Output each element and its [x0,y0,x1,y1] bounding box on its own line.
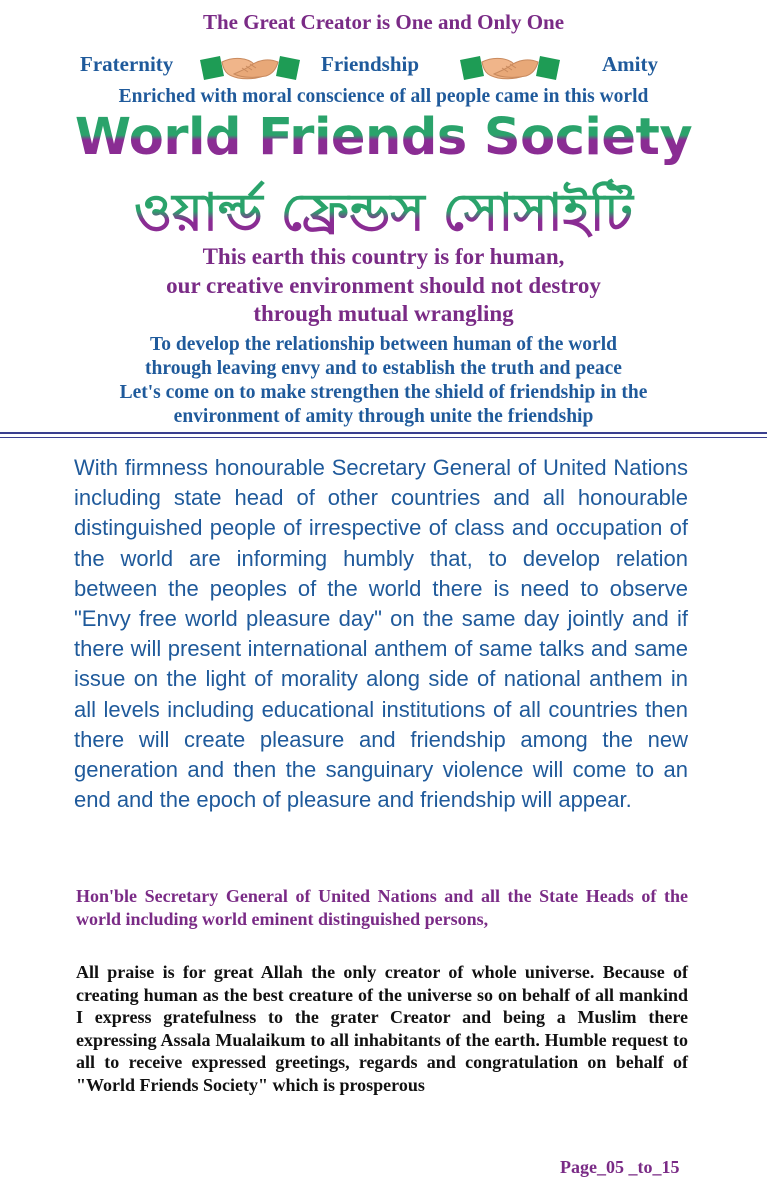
value-amity: Amity [602,52,658,76]
earth-line: This earth this country is for human, [202,244,565,269]
handshake-icon [198,50,302,84]
salutation: Hon'ble Secretary General of United Nations and all the State Heads of the world including world eminent distinguished persons, [76,886,688,929]
brand-title-english: World Friends Society [0,108,767,167]
develop-line: through leaving envy and to establish the truth and peace [145,358,622,379]
earth-statement [0,243,767,329]
develop-line: Let's come on to make strengthen the shield of friendship in the [119,382,648,403]
earth-line: our creative environment should not destroy [166,272,601,298]
main-paragraph: With firmness honourable Secretary General of United Nations including state head of other countries and all honourable distinguished people of irrespective of class and occupation of the world are informing humbly that, to develop relation between the peoples of the world there is need to observe "Envy free world pleasure day" on the same day jointly and if there will present international anthem of same talks and same issue on the light of morality along side of national anthem in all levels including educational institutions of all countries then there will create pleasure and friendship among the new generation and then the sanguinary violence will come to an end and the epoch of pleasure and friendship will appear. [74,455,688,813]
value-friendship: Friendship [321,52,420,76]
page-number: Page_05 _to_15 [560,1157,680,1177]
develop-line: environment of amity through unite the friendship [173,406,594,427]
value-fraternity: Fraternity [80,52,174,76]
praise-paragraph: All praise is for great Allah the only creator of whole universe. Because of creating human as the best creature of the universe so on behalf of all mankind I express gratefulness to the grater Creator and being a Muslim there expressing Assala Mualaikum to all inhabitants of the earth. Humble request to all to receive expressed greetings, regards and congratulation on behalf of "World Friends Society" which is prosperous [76,962,688,1095]
earth-line: through mutual wrangling [253,301,514,326]
develop-statement [0,333,767,429]
tagline: The Great Creator is One and Only One [202,10,565,34]
values-row [78,50,678,84]
divider-thin [0,437,767,438]
enriched-line: Enriched with moral conscience of all people came in this world [118,86,649,107]
develop-line: To develop the relationship between human of the world [150,334,617,355]
brand-title-bengali: ওয়ার্ল্ড ফ্রেন্ডস সোসাইটি [0,172,767,259]
handshake-icon [458,50,562,84]
divider-thick [0,432,767,434]
